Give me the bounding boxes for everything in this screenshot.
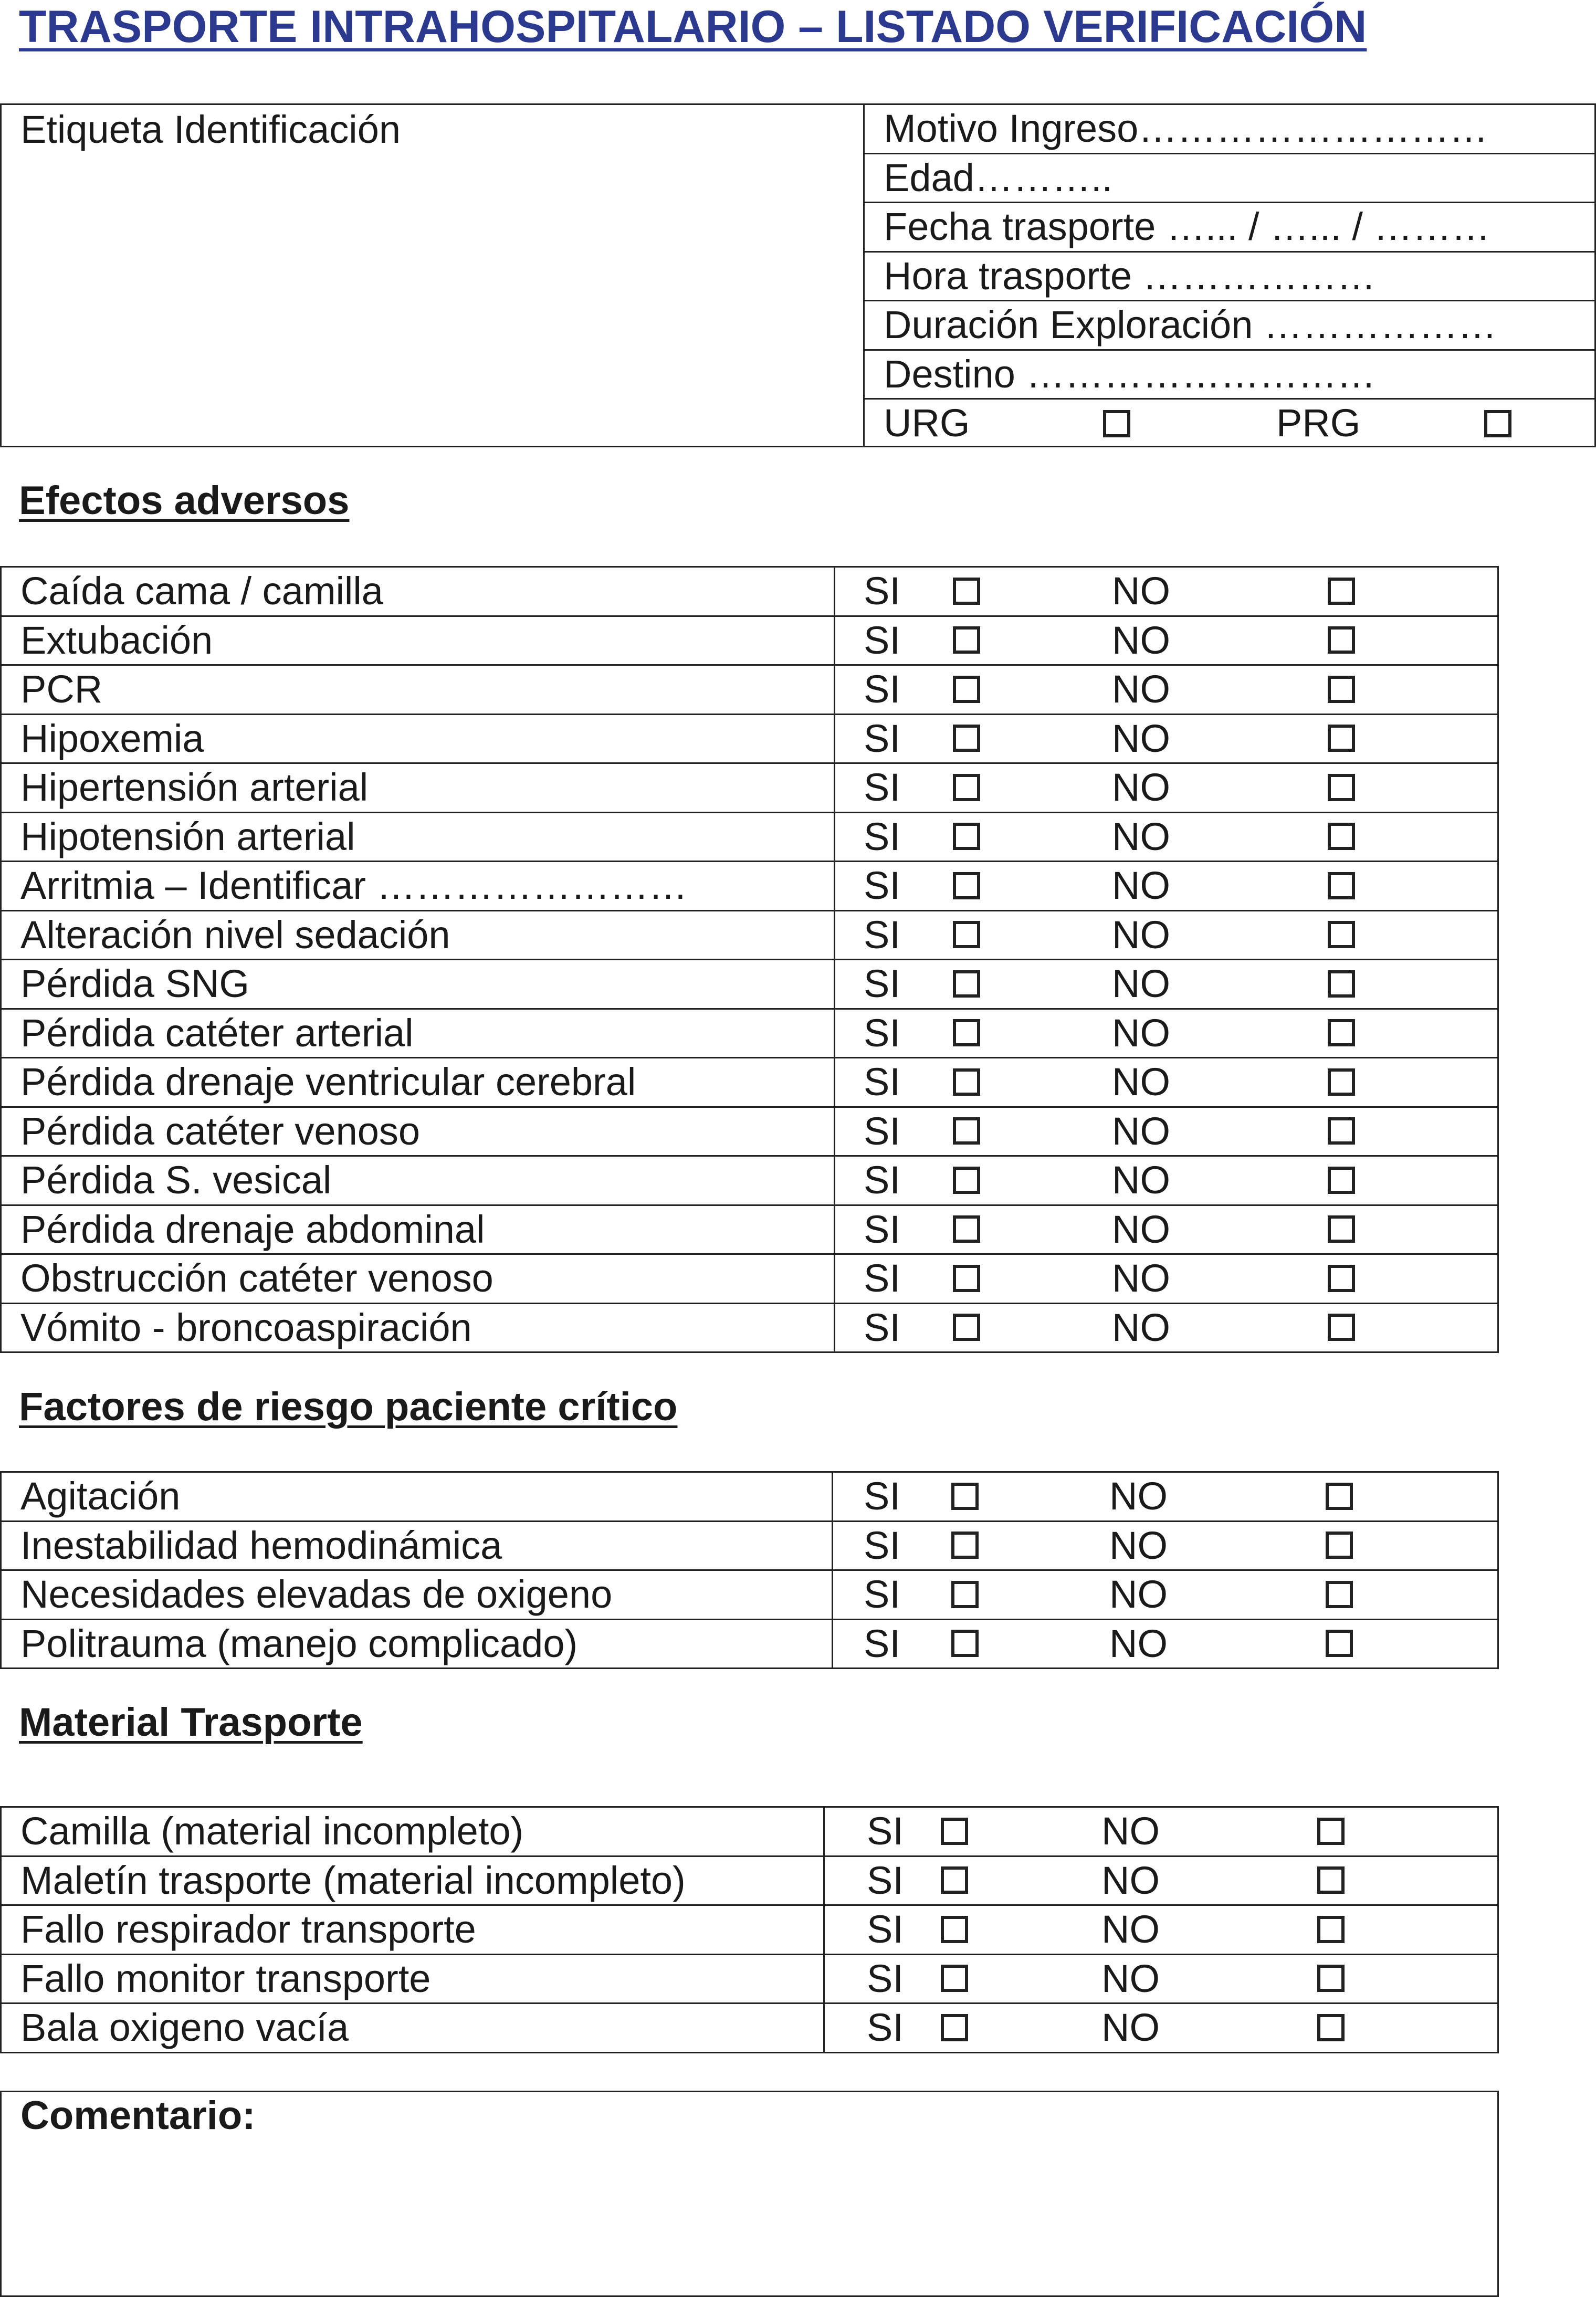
no-label: NO — [1109, 1621, 1168, 1665]
si-label: SI — [864, 1011, 900, 1055]
si-label: SI — [864, 1060, 900, 1104]
checklist-row — [2, 1058, 1497, 1108]
no-label: NO — [1112, 1305, 1170, 1349]
no-label: NO — [1112, 864, 1170, 907]
si-label: SI — [867, 1956, 904, 2000]
header-field-label: Duración Exploración ……………… — [884, 303, 1497, 347]
si-checkbox[interactable] — [951, 1630, 979, 1657]
header-field-label: Motivo Ingreso……………………… — [884, 107, 1488, 150]
no-label: NO — [1112, 1109, 1170, 1153]
checklist-row — [2, 617, 1497, 666]
checklist-row — [2, 1255, 1497, 1304]
no-checkbox[interactable] — [1317, 1916, 1345, 1943]
checklist-item-label: Hipoxemia — [20, 716, 204, 760]
si-checkbox[interactable] — [953, 676, 980, 703]
header-field-label: Edad……….. — [884, 155, 1112, 200]
checklist-row — [2, 1620, 1497, 1670]
checklist-item-label: Politrauma (manejo complicado) — [20, 1621, 578, 1665]
checklist-item-label: Vómito - broncoaspiración — [20, 1305, 472, 1349]
si-label: SI — [867, 1809, 904, 1853]
urg-checkbox[interactable] — [1103, 410, 1130, 437]
no-label: NO — [1112, 716, 1170, 760]
no-label: NO — [1112, 1060, 1170, 1104]
si-label: SI — [864, 667, 900, 711]
no-checkbox[interactable] — [1328, 1117, 1355, 1145]
no-checkbox[interactable] — [1328, 725, 1355, 752]
checklist-item-label: Obstrucción catéter venoso — [20, 1256, 494, 1300]
urg-label: URG — [884, 401, 970, 445]
no-checkbox[interactable] — [1328, 626, 1355, 654]
adverse-effects-table — [0, 566, 1499, 1353]
header-field-row[interactable] — [865, 154, 1594, 204]
checklist-row — [2, 1857, 1497, 1906]
checklist-row — [2, 813, 1497, 863]
si-checkbox[interactable] — [953, 578, 980, 605]
no-checkbox[interactable] — [1326, 1581, 1353, 1608]
si-checkbox[interactable] — [953, 1019, 980, 1046]
no-checkbox[interactable] — [1328, 1019, 1355, 1046]
si-checkbox[interactable] — [953, 774, 980, 801]
header-priority-row — [865, 400, 1594, 449]
no-label: NO — [1101, 2006, 1160, 2049]
no-checkbox[interactable] — [1328, 1314, 1355, 1341]
si-checkbox[interactable] — [941, 1916, 968, 1943]
checklist-item-label: Pérdida catéter venoso — [20, 1109, 421, 1153]
si-checkbox[interactable] — [953, 1117, 980, 1145]
si-label: SI — [864, 1109, 900, 1153]
risk-factors-table — [0, 1471, 1499, 1669]
checklist-row — [2, 1955, 1497, 2005]
checklist-row — [2, 1473, 1497, 1522]
header-fields — [865, 105, 1594, 446]
checklist-row — [2, 1010, 1497, 1059]
si-checkbox[interactable] — [951, 1483, 979, 1510]
no-checkbox[interactable] — [1328, 970, 1355, 998]
si-checkbox[interactable] — [941, 1965, 968, 1992]
si-label: SI — [864, 1523, 900, 1567]
checklist-item-label: Extubación — [20, 618, 213, 662]
checklist-row — [2, 911, 1497, 961]
checklist-item-label: Pérdida SNG — [20, 962, 249, 1005]
no-label: NO — [1112, 618, 1170, 662]
header-field-label: Destino ……………………… — [884, 352, 1376, 396]
checklist-item-label: Pérdida catéter arterial — [20, 1011, 414, 1055]
si-label: SI — [864, 1158, 900, 1202]
no-label: NO — [1112, 1158, 1170, 1202]
no-checkbox[interactable] — [1326, 1532, 1353, 1559]
si-label: SI — [864, 1256, 900, 1300]
checklist-row — [2, 1906, 1497, 1955]
checklist-row — [2, 960, 1497, 1010]
no-label: NO — [1101, 1907, 1160, 1951]
header-field-label: Fecha trasporte …... / …... / ……… — [884, 205, 1490, 248]
checklist-row — [2, 764, 1497, 813]
no-label: NO — [1112, 569, 1170, 613]
si-checkbox[interactable] — [953, 626, 980, 654]
si-label: SI — [864, 912, 900, 957]
si-label: SI — [867, 1858, 904, 1902]
si-checkbox[interactable] — [953, 1215, 980, 1243]
si-label: SI — [864, 864, 900, 907]
checklist-item-label: Pérdida S. vesical — [20, 1158, 332, 1202]
si-checkbox[interactable] — [941, 1818, 968, 1845]
header-field-row[interactable] — [865, 253, 1594, 302]
section-heading-adversos: Efectos adversos — [19, 478, 350, 523]
header-table — [0, 103, 1596, 447]
si-label: SI — [864, 716, 900, 760]
no-checkbox[interactable] — [1317, 1866, 1345, 1894]
no-checkbox[interactable] — [1328, 1215, 1355, 1243]
no-checkbox[interactable] — [1326, 1630, 1353, 1657]
no-checkbox[interactable] — [1328, 1167, 1355, 1194]
checklist-row — [2, 666, 1497, 715]
checklist-item-label: Alteración nivel sedación — [20, 912, 450, 957]
si-checkbox[interactable] — [953, 1265, 980, 1292]
checklist-item-label: PCR — [20, 667, 103, 711]
checklist-item-label: Inestabilidad hemodinámica — [20, 1523, 502, 1567]
si-label: SI — [864, 765, 900, 809]
checklist-item-label: Caída cama / camilla — [20, 569, 383, 613]
si-label: SI — [864, 1305, 900, 1349]
checklist-item-label: Bala oxigeno vacía — [20, 2006, 349, 2049]
no-checkbox[interactable] — [1326, 1483, 1353, 1510]
no-checkbox[interactable] — [1328, 872, 1355, 899]
si-label: SI — [864, 1572, 900, 1616]
checklist-item-label: Fallo respirador transporte — [20, 1907, 476, 1951]
section-heading-material: Material Trasporte — [19, 1700, 363, 1745]
checklist-item-label: Pérdida drenaje ventricular cerebral — [20, 1060, 636, 1104]
si-label: SI — [864, 1621, 900, 1665]
checklist-item-label: Necesidades elevadas de oxigeno — [20, 1572, 613, 1616]
checklist-row — [2, 862, 1497, 911]
checklist-row — [2, 1808, 1497, 1857]
si-checkbox[interactable] — [951, 1581, 979, 1608]
header-field-label: Hora trasporte ……………… — [884, 254, 1376, 298]
si-checkbox[interactable] — [941, 2014, 968, 2041]
checklist-row — [2, 1571, 1497, 1620]
page-title: TRASPORTE INTRAHOSPITALARIO – LISTADO VERIFICACIÓN — [19, 2, 1367, 52]
checklist-row — [2, 1304, 1497, 1354]
no-label: NO — [1101, 1809, 1160, 1853]
no-checkbox[interactable] — [1328, 676, 1355, 703]
checklist-row — [2, 715, 1497, 764]
si-checkbox[interactable] — [953, 921, 980, 948]
si-checkbox[interactable] — [951, 1532, 979, 1559]
header-field-row[interactable] — [865, 301, 1594, 351]
prg-label: PRG — [1276, 401, 1361, 445]
si-checkbox[interactable] — [953, 1167, 980, 1194]
checklist-row — [2, 1108, 1497, 1157]
section-heading-riesgo: Factores de riesgo paciente crítico — [19, 1385, 678, 1429]
no-checkbox[interactable] — [1328, 1265, 1355, 1292]
si-checkbox[interactable] — [953, 725, 980, 752]
comment-label: Comentario: — [20, 2093, 256, 2138]
no-checkbox[interactable] — [1317, 2014, 1345, 2041]
si-label: SI — [867, 1907, 904, 1951]
no-checkbox[interactable] — [1328, 921, 1355, 948]
si-checkbox[interactable] — [953, 1314, 980, 1341]
no-label: NO — [1109, 1523, 1168, 1567]
checklist-item-label: Hipertensión arterial — [20, 765, 369, 809]
checklist-row — [2, 1206, 1497, 1255]
no-label: NO — [1109, 1474, 1168, 1518]
checklist-item-label: Arritmia – Identificar …………………… — [20, 864, 688, 907]
si-label: SI — [864, 814, 900, 858]
checklist-item-label: Agitación — [20, 1474, 181, 1518]
header-field-row[interactable] — [865, 351, 1594, 400]
si-checkbox[interactable] — [953, 970, 980, 998]
checklist-item-label: Fallo monitor transporte — [20, 1956, 431, 2000]
header-field-row[interactable] — [865, 105, 1594, 154]
no-checkbox[interactable] — [1328, 823, 1355, 850]
si-checkbox[interactable] — [953, 872, 980, 899]
si-label: SI — [864, 569, 900, 613]
checklist-item-label: Camilla (material incompleto) — [20, 1809, 524, 1853]
si-checkbox[interactable] — [953, 1068, 980, 1096]
checklist-item-label: Maletín trasporte (material incompleto) — [20, 1858, 686, 1902]
si-label: SI — [867, 2006, 904, 2049]
no-label: NO — [1112, 962, 1170, 1005]
no-label: NO — [1112, 1011, 1170, 1055]
identification-label-area[interactable] — [2, 105, 865, 446]
si-checkbox[interactable] — [953, 823, 980, 850]
si-label: SI — [864, 1474, 900, 1518]
no-checkbox[interactable] — [1317, 1818, 1345, 1845]
header-field-row[interactable] — [865, 203, 1594, 253]
si-label: SI — [864, 618, 900, 662]
checklist-row — [2, 568, 1497, 617]
checklist-item-label: Hipotensión arterial — [20, 814, 355, 858]
checklist-row — [2, 1522, 1497, 1571]
si-label: SI — [864, 962, 900, 1005]
no-label: NO — [1101, 1956, 1160, 2000]
checklist-row — [2, 2004, 1497, 2053]
no-checkbox[interactable] — [1317, 1965, 1345, 1992]
no-label: NO — [1112, 1256, 1170, 1300]
prg-checkbox[interactable] — [1484, 410, 1511, 437]
no-label: NO — [1109, 1572, 1168, 1616]
comment-box[interactable] — [0, 2091, 1499, 2297]
no-label: NO — [1112, 814, 1170, 858]
no-label: NO — [1112, 765, 1170, 809]
no-checkbox[interactable] — [1328, 1068, 1355, 1096]
no-label: NO — [1112, 1207, 1170, 1251]
no-label: NO — [1112, 912, 1170, 957]
si-checkbox[interactable] — [941, 1866, 968, 1894]
no-checkbox[interactable] — [1328, 774, 1355, 801]
identification-label: Etiqueta Identificación — [20, 108, 401, 151]
checklist-item-label: Pérdida drenaje abdominal — [20, 1207, 485, 1251]
no-label: NO — [1101, 1858, 1160, 1902]
no-label: NO — [1112, 667, 1170, 711]
transport-material-table — [0, 1806, 1499, 2053]
checklist-row — [2, 1157, 1497, 1206]
no-checkbox[interactable] — [1328, 578, 1355, 605]
si-label: SI — [864, 1207, 900, 1251]
